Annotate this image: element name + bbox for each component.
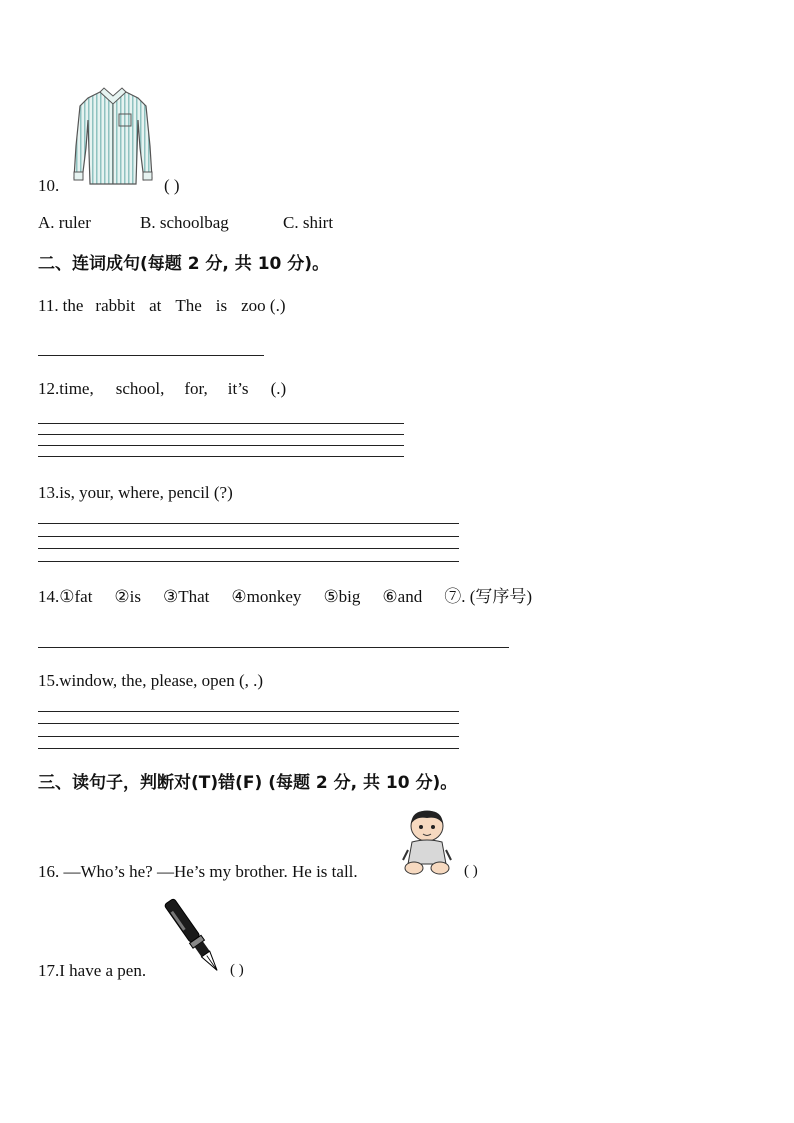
answer-line[interactable] xyxy=(38,355,264,356)
answer-line[interactable] xyxy=(38,445,404,446)
question-14 xyxy=(38,587,532,607)
word: school, xyxy=(115,379,165,398)
word: at xyxy=(149,296,162,315)
question-16-answer-paren: ( ) xyxy=(464,863,478,879)
answer-line[interactable] xyxy=(38,748,459,749)
question-13: 13.is, your, where, pencil (?) xyxy=(38,483,233,502)
baby-boy-icon xyxy=(400,808,454,878)
word: rabbit xyxy=(95,296,136,315)
word: ③That xyxy=(163,587,210,606)
answer-line[interactable] xyxy=(38,711,459,712)
answer-line[interactable] xyxy=(38,456,404,457)
question-15: 15.window, the, please, open (, .) xyxy=(38,671,264,690)
answer-line[interactable] xyxy=(38,536,459,537)
option-c: C. shirt xyxy=(283,213,334,232)
word: ⑥and xyxy=(382,587,423,606)
question-11-number: 11. xyxy=(38,296,59,315)
shirt-icon xyxy=(72,86,154,186)
word: ④monkey xyxy=(231,587,302,606)
answer-line[interactable] xyxy=(38,723,459,724)
word: (.) xyxy=(270,379,287,398)
word: the xyxy=(62,296,84,315)
question-10-answer-paren: ( ) xyxy=(164,176,180,195)
question-17-answer-paren: ( ) xyxy=(230,962,244,978)
word: ②is xyxy=(114,587,142,606)
word: ①fat xyxy=(59,587,93,606)
word: time, xyxy=(59,379,94,398)
section-2-heading: 二、连词成句(每题 2 分, 共 10 分)。 xyxy=(38,254,330,274)
word: is xyxy=(215,296,228,315)
answer-line[interactable] xyxy=(38,423,404,424)
word: it’s xyxy=(227,379,249,398)
question-17: 17.I have a pen. xyxy=(38,961,147,980)
word: for, xyxy=(184,379,208,398)
option-a: A. ruler xyxy=(38,213,91,232)
word: zoo (.) xyxy=(241,296,286,315)
answer-line[interactable] xyxy=(38,561,459,562)
question-12 xyxy=(38,379,286,399)
question-16: 16. —Who’s he? —He’s my brother. He is tall. xyxy=(38,862,358,881)
answer-line[interactable] xyxy=(38,523,459,524)
answer-line[interactable] xyxy=(38,434,404,435)
question-14-number: 14. xyxy=(38,587,60,606)
answer-line[interactable] xyxy=(38,736,459,737)
question-12-number: 12. xyxy=(38,379,60,398)
question-11 xyxy=(38,296,286,316)
question-10-number: 10. xyxy=(38,176,60,195)
word: ⑤big xyxy=(323,587,361,606)
answer-line[interactable] xyxy=(38,647,509,648)
answer-line[interactable] xyxy=(38,548,459,549)
word: ⑦. (写序号) xyxy=(444,587,533,606)
word: The xyxy=(175,296,202,315)
option-b: B. schoolbag xyxy=(140,213,229,232)
section-3-heading: 三、读句子，判断对(T)错(F) (每题 2 分, 共 10 分)。 xyxy=(38,773,458,793)
fountain-pen-icon xyxy=(162,894,224,978)
